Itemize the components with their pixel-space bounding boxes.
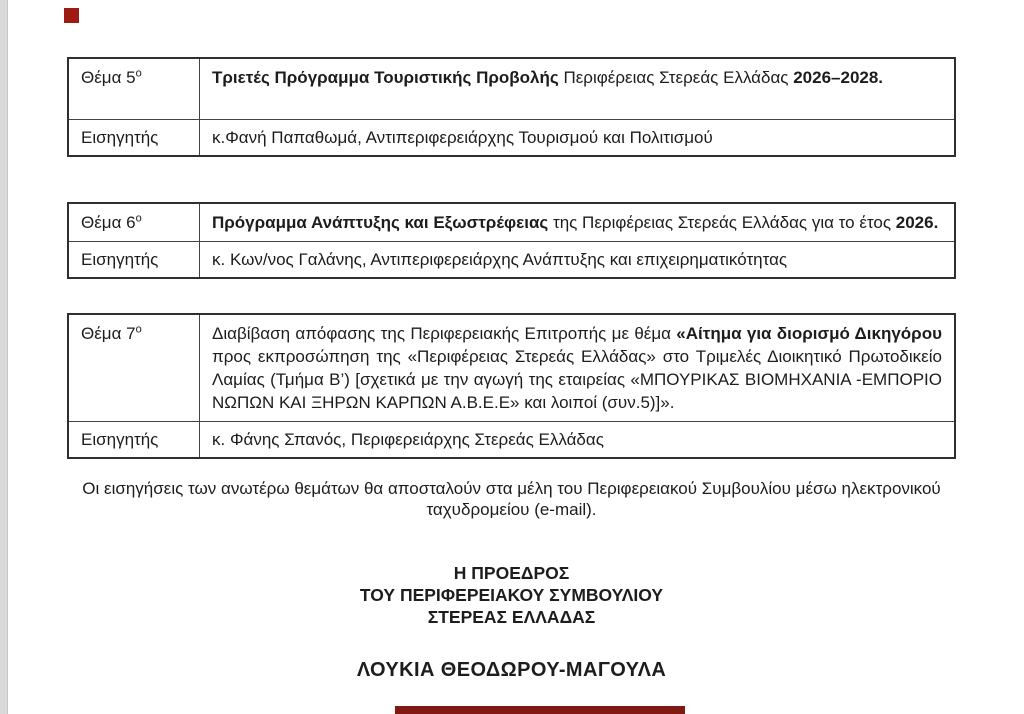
- topic-title-cell: [200, 58, 956, 120]
- presenter-label-cell: Εισηγητής: [68, 242, 200, 279]
- title-segment: της Περιφέρειας Στερεάς Ελλάδας για το έτος: [548, 213, 896, 232]
- signature-title-block: [67, 562, 956, 628]
- topic-label: Θέμα 6: [81, 213, 136, 232]
- title-segment: Διαβίβαση απόφασης της Περιφερειακής Επιτροπής με θέμα: [212, 324, 677, 343]
- title-segment: Τριετές Πρόγραμμα Τουριστικής Προβολής: [212, 68, 559, 87]
- topic-7-table: [67, 313, 956, 459]
- presenter-label-cell: Εισηγητής: [68, 422, 200, 459]
- presenter-value-cell: κ. Κων/νος Γαλάνης, Αντιπεριφερειάρχης Ανάπτυξης και επιχειρηματικότητας: [200, 242, 956, 279]
- title-segment: Πρόγραμμα Ανάπτυξης και Εξωστρέφειας: [212, 213, 549, 232]
- email-distribution-note: Οι εισηγήσεις των ανωτέρω θεμάτων θα αποσταλούν στα μέλη του Περιφερειακού Συμβουλίου μέσω ηλεκτρονικού ταχυδρομείου (e-mail).: [82, 479, 941, 519]
- topic-label: Θέμα 7: [81, 324, 136, 343]
- page-edge-strip: [0, 0, 8, 714]
- topic-ordinal: ο: [135, 323, 142, 336]
- presenter-value-cell: κ. Φάνης Σπανός, Περιφερειάρχης Στερεάς Ελλάδας: [200, 422, 956, 459]
- topic-title-cell: [200, 203, 956, 242]
- title-segment: Περιφέρειας Στερεάς Ελλάδας: [558, 68, 794, 87]
- red-marker-square: [64, 8, 79, 23]
- topic-5-table: [67, 57, 956, 157]
- title-segment: προς εκπροσώπηση της «Περιφέρειας Στερεάς Ελλάδας» στο Τριμελές Διοικητικό Πρωτοδικείο Λαμίας (Τμήμα Β’) [σχετικά με την αγωγή της εταιρείας «ΜΠΟΥΡΙΚΑΣ ΒΙΟΜΗΧΑΝΙΑ -ΕΜΠΟΡΙΟ ΝΩΠΩΝ ΚΑΙ ΞΗΡΩΝ ΚΑΡΠΩΝ Α.Β.Ε.Ε» και λοιποί (συν.5)]».: [212, 347, 942, 412]
- presenter-value-cell: κ.Φανή Παπαθωμά, Αντιπεριφερειάρχης Τουρισμού και Πολιτισμού: [200, 120, 956, 157]
- topic-label-cell: [68, 58, 200, 120]
- document-content: [67, 57, 956, 682]
- topic-ordinal: ο: [135, 212, 142, 225]
- title-segment: «Αίτημα για διορισμό Δικηγόρου: [676, 324, 942, 343]
- cutoff-text-red-bar: [395, 706, 685, 714]
- title-segment: 2026–2028.: [793, 68, 884, 87]
- topic-6-table: [67, 202, 956, 279]
- signature-title-line: ΤΟΥ ΠΕΡΙΦΕΡΕΙΑΚΟΥ ΣΥΜΒΟΥΛΙΟΥ: [359, 585, 664, 605]
- topic-row: [68, 203, 955, 242]
- signature-title-line: ΣΤΕΡΕΑΣ ΕΛΛΑΔΑΣ: [427, 607, 596, 627]
- presenter-row: [68, 120, 955, 157]
- signature-title-line: Η ΠΡΟΕΔΡΟΣ: [453, 563, 570, 583]
- topic-label-cell: [68, 203, 200, 242]
- presenter-row: [68, 242, 955, 279]
- topic-row: [68, 314, 955, 422]
- signature-name: ΛΟΥΚΙΑ ΘΕΟΔΩΡΟΥ-ΜΑΓΟΥΛΑ: [356, 659, 667, 681]
- topic-label-cell: [68, 314, 200, 422]
- presenter-row: [68, 422, 955, 459]
- title-segment: 2026.: [895, 213, 939, 232]
- topic-title-cell: [200, 314, 956, 422]
- topic-label: Θέμα 5: [81, 68, 136, 87]
- topic-ordinal: ο: [135, 67, 142, 80]
- presenter-label-cell: Εισηγητής: [68, 120, 200, 157]
- topic-row: [68, 58, 955, 120]
